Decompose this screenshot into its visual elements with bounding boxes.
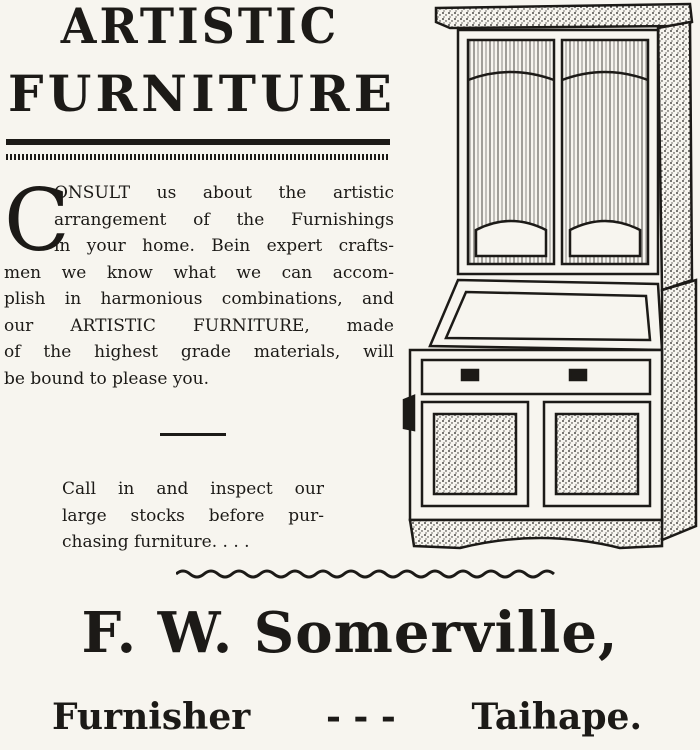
body-line: in your home. Bein expert crafts- bbox=[54, 236, 394, 256]
headline-letter: F bbox=[8, 64, 44, 123]
headline-letter: N bbox=[141, 64, 187, 123]
headline-letter: U bbox=[260, 64, 304, 123]
headline-letter: E bbox=[353, 64, 392, 123]
wavy-divider bbox=[176, 566, 556, 582]
divider-rule bbox=[6, 139, 390, 145]
trade-dashes: - - - bbox=[325, 696, 396, 738]
drop-capital: C bbox=[4, 171, 70, 271]
bureau-bookcase-icon bbox=[400, 0, 700, 560]
headline-letter: T bbox=[218, 64, 256, 123]
headline-artistic: ARTISTIC bbox=[60, 0, 340, 55]
trade-label: Furnisher bbox=[52, 696, 251, 738]
call-in-notice bbox=[62, 476, 324, 556]
headline-letter: R bbox=[308, 64, 350, 123]
town-label: Taihape. bbox=[471, 696, 642, 738]
body-line: ONSULT us about the artistic bbox=[54, 183, 394, 203]
headline-letter: U bbox=[47, 64, 92, 123]
merchant-name: F. W. Somerville, bbox=[81, 600, 619, 666]
body-line: men we know what we can accom- bbox=[4, 262, 394, 283]
call-line: Call in and inspect our bbox=[62, 479, 324, 499]
merchant-trade-line bbox=[52, 696, 642, 738]
divider-rule-hatched bbox=[6, 154, 390, 160]
advert-body bbox=[4, 171, 394, 392]
call-line: large stocks before pur- bbox=[62, 505, 324, 526]
body-line: be bound to please you. bbox=[4, 368, 210, 389]
body-line: plish in harmonious combinations, and bbox=[4, 289, 394, 309]
headline-letter: R bbox=[95, 64, 138, 123]
body-line: our ARTISTIC FURNITURE, made bbox=[4, 315, 394, 336]
call-line: chasing furniture. . . . bbox=[62, 532, 250, 552]
headline-furniture bbox=[0, 64, 400, 124]
body-line: of the highest grade materials, will bbox=[4, 342, 394, 362]
short-divider bbox=[160, 433, 226, 436]
body-line: arrangement of the Furnishings bbox=[54, 209, 394, 230]
headline-letter: I bbox=[191, 64, 215, 123]
